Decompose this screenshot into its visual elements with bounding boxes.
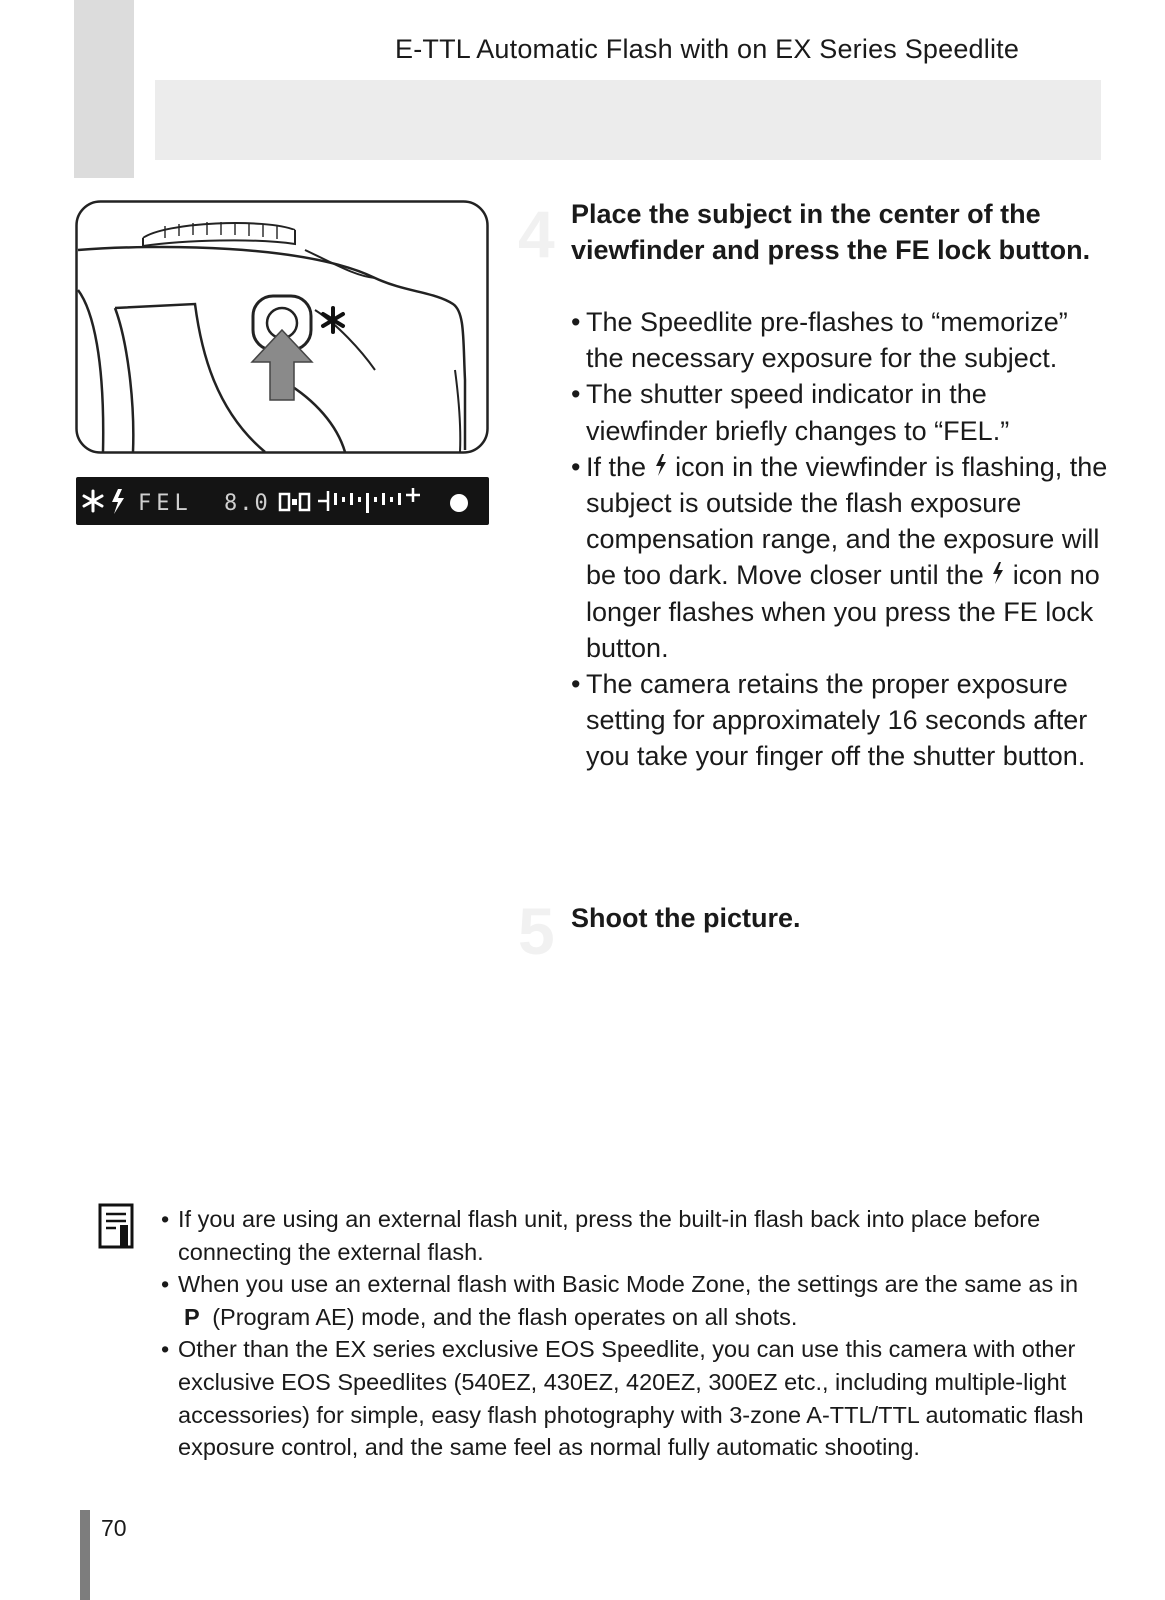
program-mode-symbol: P [184,1303,200,1330]
list-item [161,1268,1111,1333]
list-item [571,666,1111,775]
list-item-text: The shutter speed indicator in the viewfinder briefly changes to “FEL.” [586,379,1010,446]
list-item-text: If the [586,451,647,482]
step-title: Shoot the picture. [571,903,801,933]
header-band [155,80,1101,160]
list-item [571,376,1111,448]
chapter-tab [74,0,134,178]
list-item-text: If you are using an external flash unit, press the built-in flash back into place before connecting the external flash. [178,1206,1041,1265]
list-item [571,304,1111,376]
step-number: 4 [518,197,555,271]
list-item-text: Other than the EX series exclusive EOS Speedlite, you can use this camera with other exclusive EOS Speedlites (540EZ, 430EZ, 420EZ, 300EZ etc., including multiple-light accessories) for simple, easy flash photography with 3-zone A-TTL/TTL automatic flash exposure control, and the same feel as normal fully automatic shooting. [178,1336,1084,1461]
list-item [571,449,1111,666]
step-title: Place the subject in the center of the viewfinder and press the FE lock button. [571,199,1091,265]
camera-fe-lock-illustration [75,200,489,466]
step-bullet-list [571,304,1111,775]
page-marker [80,1510,90,1600]
viewfinder-display [76,477,489,525]
list-item-text: (Program AE) mode, and the flash operates on all shots. [212,1303,798,1330]
lightning-bolt-icon [654,449,668,485]
viewfinder-readout: FEL [138,491,193,516]
page-number: 70 [101,1515,127,1541]
notes-list [161,1203,1111,1464]
step-number: 5 [518,894,555,968]
list-item [161,1203,1111,1268]
list-item-text: icon no longer flashes when you press the FE lock button. [586,560,1100,663]
list-item-text: When you use an external flash with Basic Mode Zone, the settings are the same as in [178,1271,1079,1298]
list-item-text: icon in the viewfinder is flashing, the subject is outside the flash exposure compensation range, and the exposure will be too dark. Move closer until the [586,451,1108,591]
lightning-bolt-icon [991,557,1005,593]
viewfinder-aperture: 8.0 [224,491,270,516]
list-item-text: The camera retains the proper exposure setting for approximately 16 seconds after you take your finger off the shutter button. [586,669,1088,772]
running-head: E-TTL Automatic Flash with on EX Series Speedlite [395,34,1020,64]
list-item [161,1333,1111,1463]
list-item-text: The Speedlite pre-flashes to “memorize” the necessary exposure for the subject. [586,307,1068,374]
memo-icon [98,1203,134,1249]
